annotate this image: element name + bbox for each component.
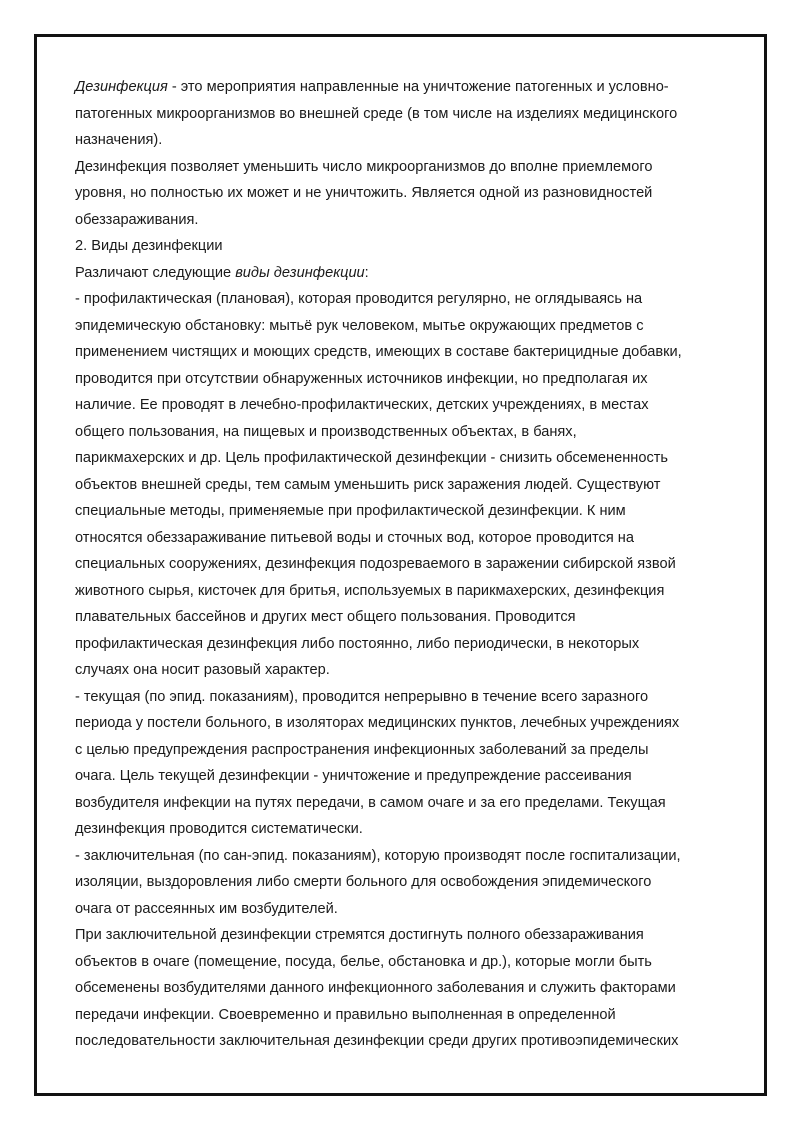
line-text: Различают следующие bbox=[75, 264, 236, 281]
text-line: наличие. Ее проводят в лечебно-профилактических, детских учреждениях, в местах bbox=[75, 397, 649, 413]
text-line: объектов в очаге (помещение, посуда, белье, обстановка и др.), которые могли быть bbox=[75, 953, 652, 970]
text-line: При заключительной дезинфекции стремятся достигнуть полного обеззараживания bbox=[75, 927, 644, 943]
text-line: очага. Цель текущей дезинфекции - уничтожение и предупреждение рассеивания bbox=[75, 768, 632, 784]
term-emphasis: Дезинфекция bbox=[75, 79, 168, 95]
text-line: объектов внешней среды, тем самым уменьшить риск заражения людей. Существуют bbox=[75, 476, 661, 493]
text-line: назначения). bbox=[75, 132, 163, 148]
line-text: - это мероприятия направленные на уничтожение патогенных и условно- bbox=[167, 79, 669, 95]
term-emphasis: виды дезинфекции bbox=[235, 264, 365, 281]
text-line: общего пользования, на пищевых и производственных объектах, в банях, bbox=[75, 423, 577, 440]
text-line: относятся обеззараживание питьевой воды и сточных вод, которое проводится на bbox=[75, 529, 634, 546]
text-line: плавательных бассейнов и других мест общего пользования. Проводится bbox=[75, 609, 576, 625]
text-line: обсеменены возбудителями данного инфекционного заболевания и служить факторами bbox=[75, 980, 676, 996]
text-line: передачи инфекции. Своевременно и правильно выполненная в определенной bbox=[75, 1006, 616, 1023]
text-line: парикмахерских и др. Цель профилактической дезинфекции - снизить обсемененность bbox=[75, 450, 669, 466]
text-line: специальных сооружениях, дезинфекция подозреваемого в заражении сибирской язвой bbox=[75, 556, 676, 572]
text-line: - профилактическая (плановая), которая проводится регулярно, не оглядываясь на bbox=[75, 291, 643, 307]
text-line: обеззараживания. bbox=[75, 211, 199, 228]
text-line: с целью предупреждения распространения инфекционных заболеваний за пределы bbox=[75, 741, 649, 758]
text-line: очага от рассеянных им возбудителей. bbox=[75, 900, 338, 917]
text-line: - заключительная (по сан-эпид. показаниям), которую производят после госпитализации, bbox=[75, 847, 681, 864]
text-line: уровня, но полностью их может и не уничтожить. Является одной из разновидностей bbox=[75, 185, 653, 201]
text-line: Дезинфекция позволяет уменьшить число микроорганизмов до вполне приемлемого bbox=[75, 158, 653, 175]
text-line: патогенных микроорганизмов во внешней среде (в том числе на изделиях медицинского bbox=[75, 105, 678, 122]
text-line: специальные методы, применяемые при профилактической дезинфекции. К ним bbox=[75, 503, 626, 519]
text-line: животного сырья, кисточек для бритья, используемых в парикмахерских, дезинфекция bbox=[75, 582, 665, 599]
text-line: эпидемическую обстановку: мытьё рук человеком, мытье окружающих предметов с bbox=[75, 317, 644, 334]
text-line: периода у постели больного, в изоляторах медицинских пунктов, лечебных учреждениях bbox=[75, 715, 680, 731]
text-line bbox=[75, 260, 725, 287]
text-line: случаях она носит разовый характер. bbox=[75, 662, 330, 678]
document-body bbox=[75, 74, 725, 1055]
text-line: возбудителя инфекции на путях передачи, в самом очаге и за его пределами. Текущая bbox=[75, 794, 666, 811]
text-line: изоляции, выздоровления либо смерти больного для освобождения эпидемического bbox=[75, 874, 652, 890]
text-line: профилактическая дезинфекция либо постоянно, либо периодически, в некоторых bbox=[75, 635, 640, 652]
text-line: последовательности заключительная дезинфекции среди других противоэпидемических bbox=[75, 1033, 679, 1049]
text-line: применением чистящих и моющих средств, имеющих в составе бактерицидные добавки, bbox=[75, 344, 682, 360]
text-line: проводится при отсутствии обнаруженных источников инфекции, но предполагая их bbox=[75, 370, 648, 387]
section-heading: 2. Виды дезинфекции bbox=[75, 238, 223, 254]
text-line bbox=[75, 74, 725, 101]
text-line: - текущая (по эпид. показаниям), проводится непрерывно в течение всего заразного bbox=[75, 688, 649, 705]
line-tail: : bbox=[364, 264, 369, 281]
text-line: дезинфекция проводится систематически. bbox=[75, 821, 363, 837]
